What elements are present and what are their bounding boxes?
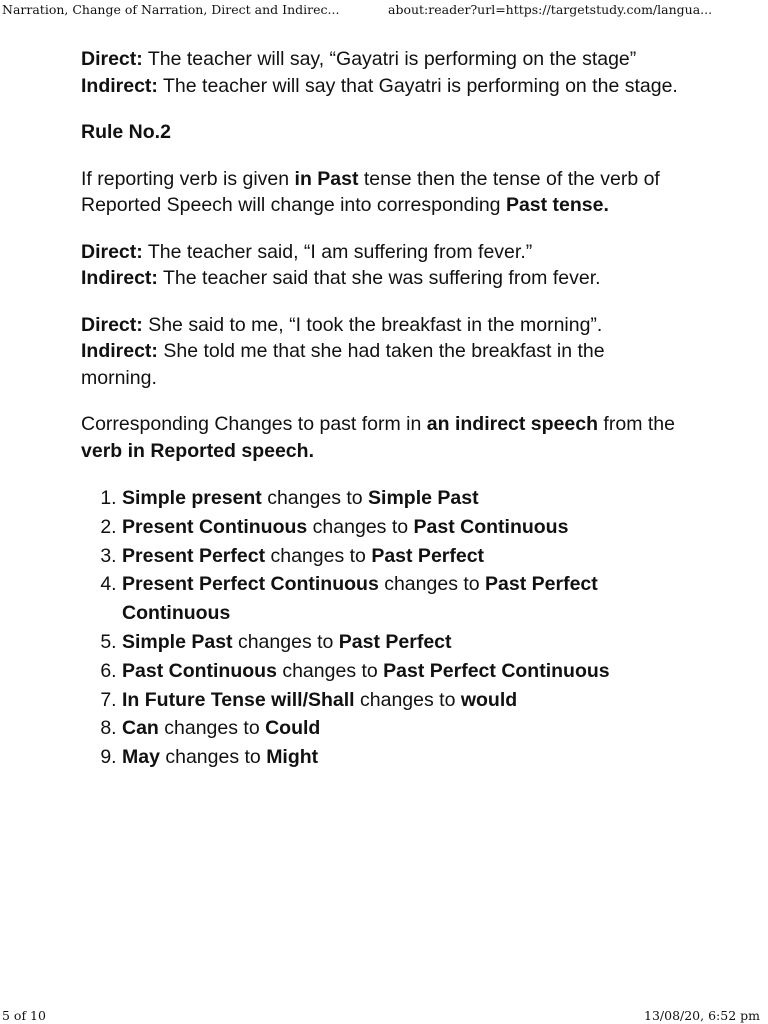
example-0-indirect-text: The teacher will say that Gayatri is performing on the stage. xyxy=(157,74,678,97)
rule-bold-1: in Past xyxy=(294,167,359,190)
change-mid: changes to xyxy=(378,573,486,596)
rule-description xyxy=(81,166,681,219)
change-from: Past Continuous xyxy=(122,659,277,682)
example-1-direct-text: The teacher said, “I am suffering from fever.” xyxy=(142,240,533,263)
change-from: Present Perfect Continuous xyxy=(122,573,379,596)
change-mid: changes to xyxy=(159,746,267,769)
corresponding-bold-1: an indirect speech xyxy=(426,413,599,435)
list-item xyxy=(122,570,681,628)
change-to: Could xyxy=(265,717,321,740)
change-to: Past Continuous xyxy=(413,515,569,538)
print-footer xyxy=(0,1006,768,1024)
change-mid: changes to xyxy=(307,515,414,538)
page-url: about:reader?url=https://targetstudy.com/langua... xyxy=(388,2,713,17)
change-from: May xyxy=(122,746,160,769)
direct-label: Direct: xyxy=(81,240,143,263)
direct-label: Direct: xyxy=(81,313,143,336)
indirect-label: Indirect: xyxy=(81,340,158,362)
change-from: In Future Tense will/Shall xyxy=(122,688,355,711)
change-mid: changes to xyxy=(276,659,384,682)
rule-text-1: If reporting verb is given xyxy=(81,167,295,190)
tense-change-list xyxy=(81,484,681,772)
change-from: Simple Past xyxy=(122,630,233,653)
change-mid: changes to xyxy=(261,487,369,509)
example-1-indirect-text: The teacher said that she was suffering from fever. xyxy=(157,267,601,289)
example-2-indirect xyxy=(81,338,681,391)
change-from: Present Continuous xyxy=(122,515,308,538)
list-item xyxy=(122,743,681,772)
example-1-direct xyxy=(81,239,681,266)
list-item xyxy=(122,542,681,571)
corresponding-text-2: from the xyxy=(598,413,675,435)
example-0-direct xyxy=(81,46,681,73)
rule-heading: Rule No.2 xyxy=(81,121,171,143)
change-to: Past Perfect Continuous xyxy=(383,659,610,682)
change-mid: changes to xyxy=(354,688,461,711)
list-item xyxy=(122,484,681,513)
indirect-label: Indirect: xyxy=(81,74,158,97)
change-to: Simple Past xyxy=(368,487,479,509)
example-2-indirect-text: She told me that she had taken the breakfast in the morning. xyxy=(81,340,605,389)
example-0-direct-text: The teacher will say, “Gayatri is performing on the stage” xyxy=(142,48,637,70)
list-item xyxy=(122,628,681,657)
change-mid: changes to xyxy=(265,544,372,567)
change-from: Can xyxy=(122,717,159,740)
corresponding-text-1: Corresponding Changes to past form in xyxy=(81,413,427,435)
example-0-indirect xyxy=(81,73,681,100)
list-item xyxy=(122,686,681,715)
print-header xyxy=(0,0,768,18)
change-to: Might xyxy=(266,746,319,769)
example-2-direct xyxy=(81,312,681,339)
change-mid: changes to xyxy=(232,630,339,653)
corresponding-intro xyxy=(81,411,681,464)
print-timestamp: 13/08/20, 6:52 pm xyxy=(644,1008,760,1023)
change-mid: changes to xyxy=(158,717,266,740)
change-to: Past Perfect Continuous xyxy=(122,573,598,625)
list-item xyxy=(122,714,681,743)
page-title: Narration, Change of Narration, Direct and Indirec... xyxy=(2,2,340,17)
list-item xyxy=(122,657,681,686)
rule-bold-2: Past tense. xyxy=(505,194,609,216)
page-number: 5 of 10 xyxy=(2,1008,46,1023)
article-content xyxy=(81,46,681,772)
list-item xyxy=(122,513,681,542)
example-2-direct-text: She said to me, “I took the breakfast in the morning”. xyxy=(142,313,603,336)
indirect-label: Indirect: xyxy=(81,267,158,289)
example-1-indirect xyxy=(81,265,681,292)
change-from: Present Perfect xyxy=(122,544,266,567)
corresponding-bold-2: verb in Reported speech. xyxy=(81,439,314,462)
direct-label: Direct: xyxy=(81,48,143,70)
rule-text-2: tense then the tense of the verb of Reported Speech will change into corresponding xyxy=(81,167,660,216)
change-from: Simple present xyxy=(122,487,262,509)
change-to: Past Perfect xyxy=(338,630,452,653)
change-to: would xyxy=(460,688,518,711)
change-to: Past Perfect xyxy=(371,544,485,567)
